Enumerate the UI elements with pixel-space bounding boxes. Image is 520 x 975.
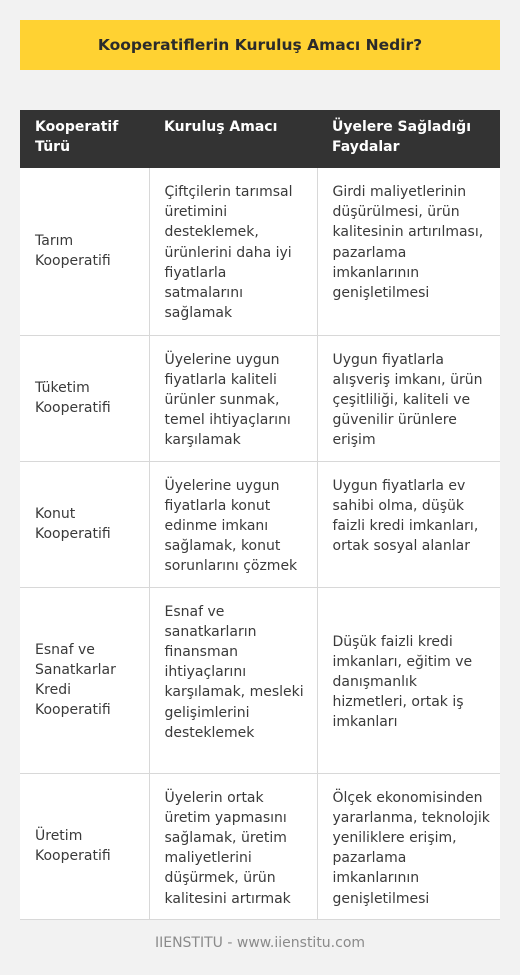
cell-benefit: Düşük faizli kredi imkanları, eğitim ve danışmanlık hizmetleri, ortak iş imkanları bbox=[317, 587, 500, 773]
cell-purpose: Çiftçilerin tarımsal üretimini desteklemek, ürünlerini daha iyi fiyatlarla satmalarını sağlamak bbox=[149, 168, 317, 335]
cooperatives-table bbox=[20, 110, 500, 920]
page-title: Kooperatiflerin Kuruluş Amacı Nedir? bbox=[20, 20, 500, 70]
table-row bbox=[20, 168, 500, 335]
cell-purpose: Üyelerin ortak üretim yapmasını sağlamak, üretim maliyetlerini düşürmek, ürün kalitesini artırmak bbox=[149, 773, 317, 919]
cell-purpose: Esnaf ve sanatkarların finansman ihtiyaçlarını karşılamak, mesleki gelişimlerini desteklemek bbox=[149, 587, 317, 773]
table-row bbox=[20, 587, 500, 773]
cell-type: Esnaf ve Sanatkarlar Kredi Kooperatifi bbox=[20, 587, 149, 773]
cell-type: Tarım Kooperatifi bbox=[20, 168, 149, 335]
cell-purpose: Üyelerine uygun fiyatlarla konut edinme imkanı sağlamak, konut sorunlarını çözmek bbox=[149, 461, 317, 587]
table-header-row bbox=[20, 110, 500, 168]
table-row bbox=[20, 461, 500, 587]
footer-credit: IIENSTITU - www.iienstitu.com bbox=[154, 935, 366, 951]
header-cooperative-type: Kooperatif Türü bbox=[20, 110, 149, 168]
header-benefits: Üyelere Sağladığı Faydalar bbox=[317, 110, 500, 168]
cell-benefit: Ölçek ekonomisinden yararlanma, teknolojik yeniliklere erişim, pazarlama imkanlarının genişletilmesi bbox=[317, 773, 500, 919]
cell-benefit: Uygun fiyatlarla ev sahibi olma, düşük faizli kredi imkanları, ortak sosyal alanlar bbox=[317, 461, 500, 587]
cell-type: Konut Kooperatifi bbox=[20, 461, 149, 587]
cell-purpose: Üyelerine uygun fiyatlarla kaliteli ürünler sunmak, temel ihtiyaçlarını karşılamak bbox=[149, 335, 317, 461]
cell-type: Tüketim Kooperatifi bbox=[20, 335, 149, 461]
header-purpose: Kuruluş Amacı bbox=[149, 110, 317, 168]
table-row bbox=[20, 335, 500, 461]
table-row bbox=[20, 773, 500, 919]
cell-benefit: Uygun fiyatlarla alışveriş imkanı, ürün çeşitliliği, kaliteli ve güvenilir ürünlere erişim bbox=[317, 335, 500, 461]
cell-type: Üretim Kooperatifi bbox=[20, 773, 149, 919]
cell-benefit: Girdi maliyetlerinin düşürülmesi, ürün kalitesinin artırılması, pazarlama imkanlarının genişletilmesi bbox=[317, 168, 500, 335]
